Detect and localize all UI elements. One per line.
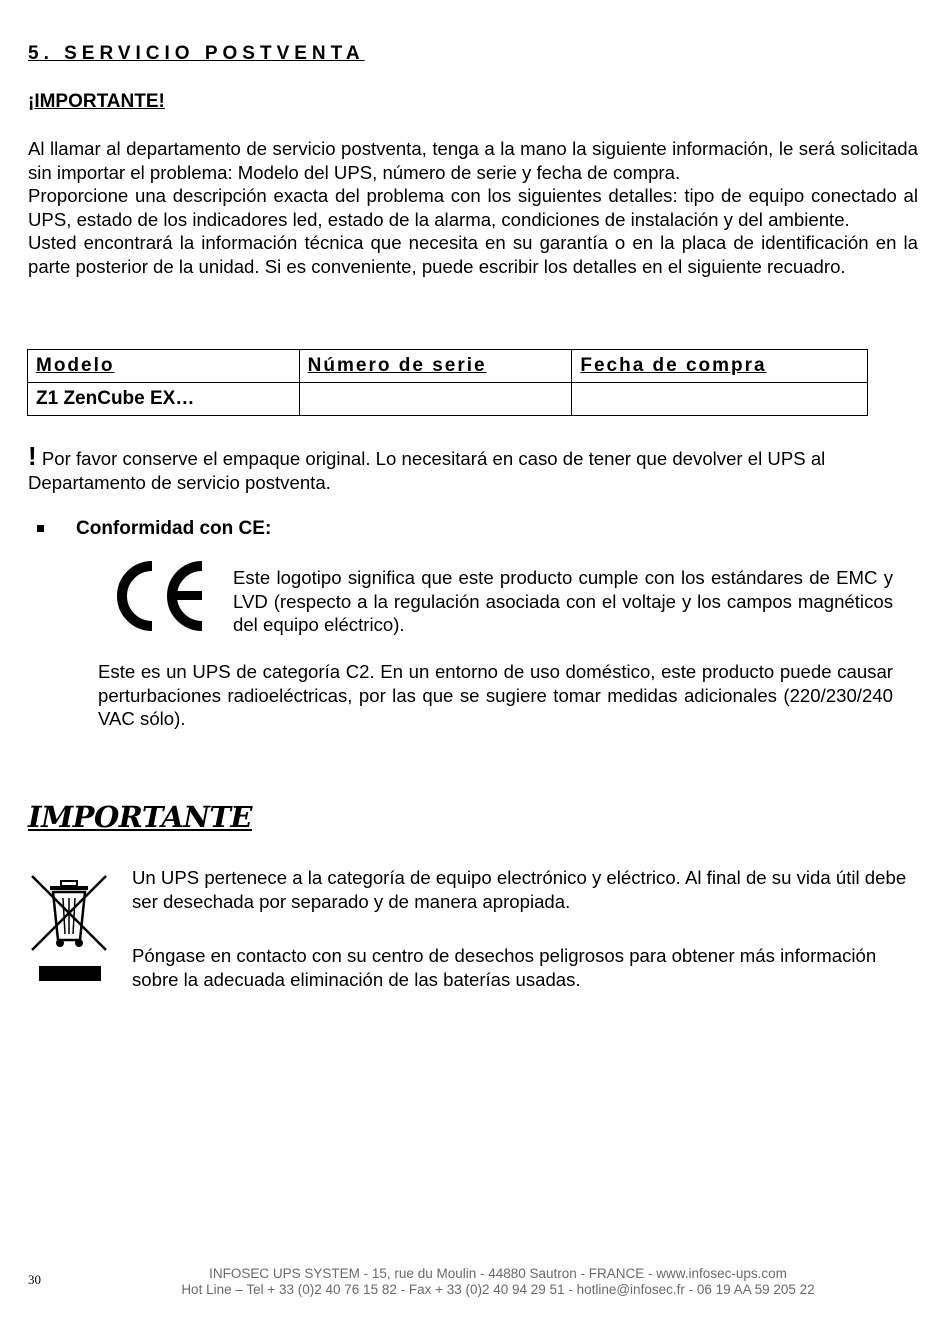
intro-paragraph-1: Al llamar al departamento de servicio postventa, tenga a la mano la siguiente información, le será solicitada sin importar el problema: Modelo del UPS, número de serie y fecha de compra. xyxy=(28,138,918,183)
c2-category-text: Este es un UPS de categoría C2. En un entorno de uso doméstico, este producto puede causar perturbaciones radioeléctricas, por las que se sugiere tomar medidas adicionales (220/230/240 VAC sólo). xyxy=(98,661,893,730)
weee-text-1: Un UPS pertenece a la categoría de equipo electrónico y eléctrico. Al final de su vida útil debe ser desechada por separado y de manera apropiada. xyxy=(132,867,907,912)
cell-date xyxy=(572,383,868,416)
page-footer xyxy=(0,1266,950,1298)
intro-paragraph-3: Usted encontrará la información técnica que necesita en su garantía o en la placa de identificación en la parte posterior de la unidad. Si es conveniente, puede escribir los detalles en el siguiente recuadro. xyxy=(28,232,918,277)
section-title: 5. SERVICIO POSTVENTA xyxy=(28,43,365,64)
important-heading-2: IMPORTANTE xyxy=(28,800,253,834)
cell-serial xyxy=(299,383,572,416)
crossed-bin-icon xyxy=(28,870,110,990)
page-number: 30 xyxy=(28,1272,41,1287)
packaging-note-text: Por favor conserve el empaque original. Lo necesitará en caso de tener que devolver el UPS al Departamento de servicio postventa. xyxy=(28,448,826,493)
ce-heading: Conformidad con CE: xyxy=(76,518,272,539)
exclamation-mark: ! xyxy=(28,441,37,471)
weee-text-2: Póngase en contacto con su centro de desechos peligrosos para obtener más información sobre la adecuada eliminación de las baterías usadas. xyxy=(132,945,877,990)
table-row xyxy=(28,383,868,416)
ce-description: Este logotipo significa que este producto cumple con los estándares de EMC y LVD (respecto a la regulación asociada con el voltaje y los campos magnéticos del equipo eléctrico). xyxy=(233,567,893,636)
footer-hotline: Hot Line – Tel + 33 (0)2 40 76 15 82 - Fax + 33 (0)2 40 94 29 51 - hotline@infosec.fr - 06 19 AA 59 205 22 xyxy=(181,1282,815,1297)
product-info-table xyxy=(27,349,868,416)
table-header-row xyxy=(28,350,868,383)
important-heading: ¡IMPORTANTE! xyxy=(28,91,165,112)
cell-model: Z1 ZenCube EX… xyxy=(28,383,300,416)
footer-address: INFOSEC UPS SYSTEM - 15, rue du Moulin - 44880 Sautron - FRANCE - www.infosec-ups.com xyxy=(209,1266,787,1281)
intro-paragraph-2: Proporcione una descripción exacta del problema con los siguientes detalles: tipo de equipo conectado al UPS, estado de los indicadores led, estado de la alarma, condiciones de instalación y del ambiente. xyxy=(28,185,918,230)
header-modelo: Modelo xyxy=(28,350,300,383)
packaging-note xyxy=(28,441,918,495)
intro-text xyxy=(28,137,918,279)
header-numero-de-serie: Número de serie xyxy=(299,350,572,383)
ce-mark-icon xyxy=(110,560,210,637)
header-fecha-de-compra: Fecha de compra xyxy=(572,350,868,383)
square-bullet-icon xyxy=(37,525,44,532)
